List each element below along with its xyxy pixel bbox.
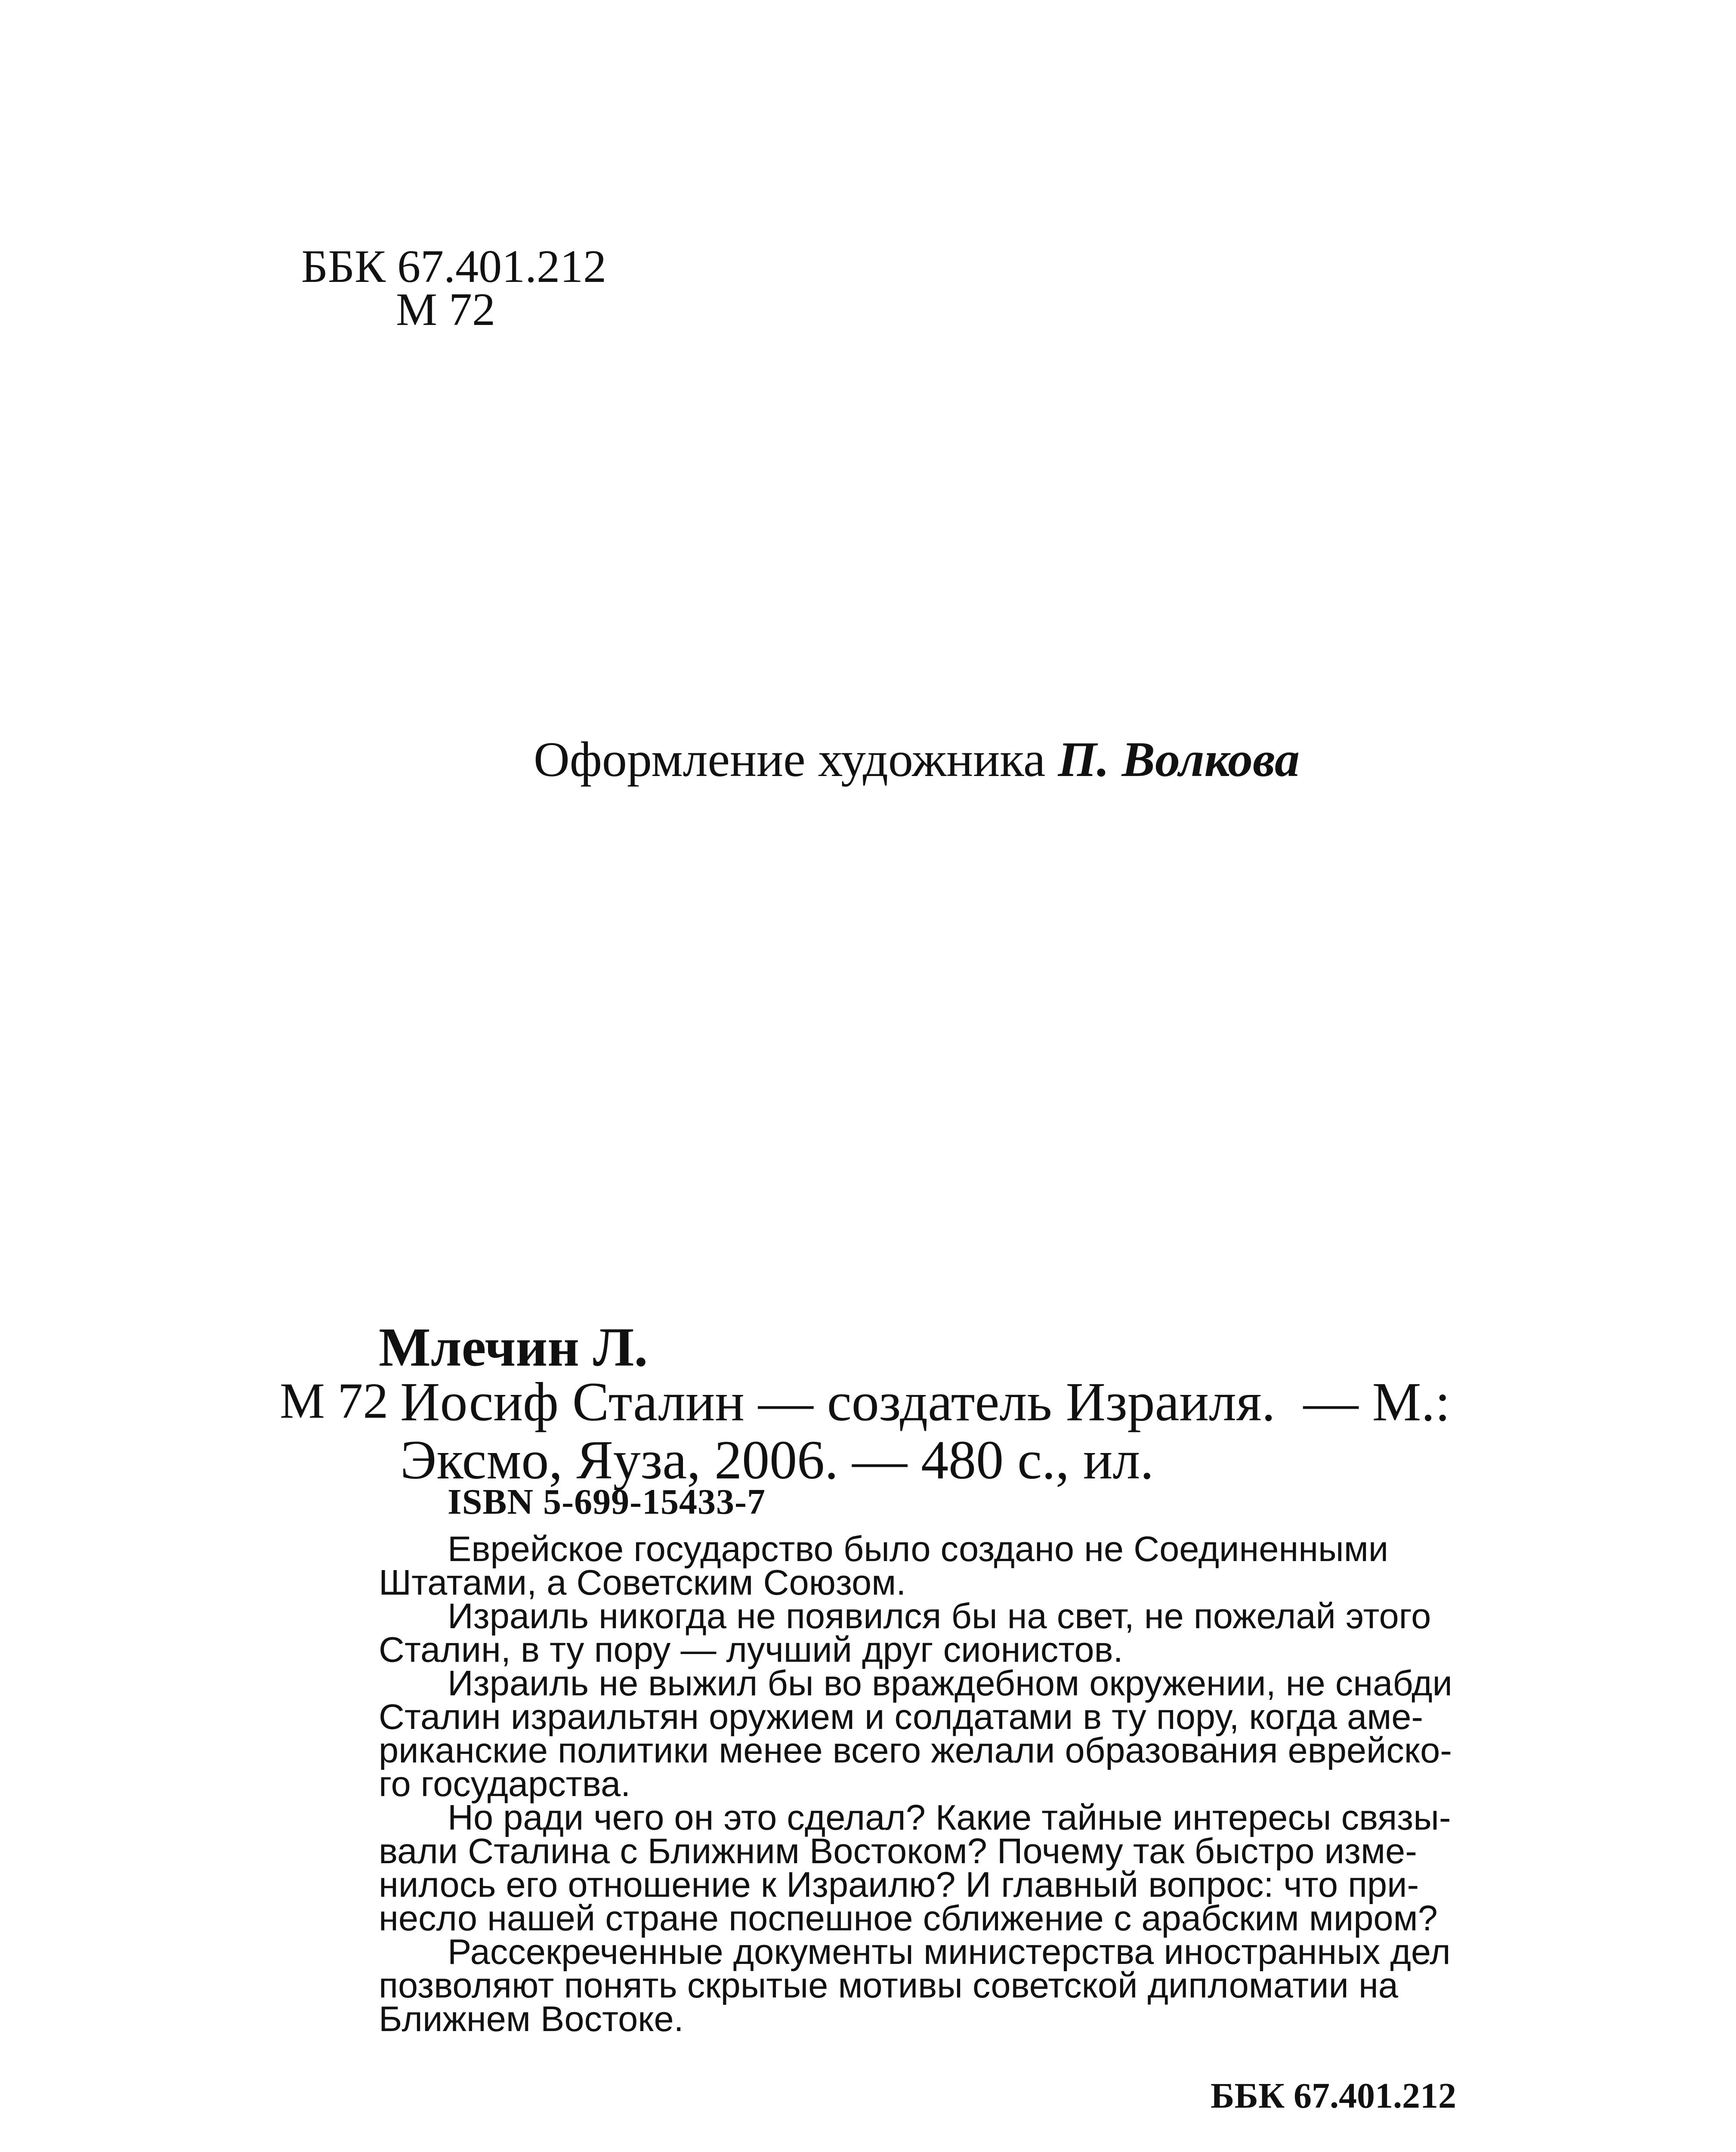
annotation-line: риканские политики менее всего желали образования еврейско- bbox=[379, 1730, 1452, 1770]
annotation-line: Еврейское государство было создано не Соединенными bbox=[448, 1529, 1389, 1569]
annotation-line: Сталин, в ту пору — лучший друг сионистов. bbox=[379, 1629, 1123, 1670]
annotation-line: вали Сталина с Ближним Востоком? Почему так быстро изме- bbox=[379, 1831, 1417, 1871]
card-author-mark: М 72 bbox=[280, 1373, 389, 1429]
annotation-line: Израиль не выжил бы во враждебном окружении, не снабди bbox=[448, 1663, 1452, 1703]
annotation-line: Рассекреченные документы министерства иностранных дел bbox=[448, 1932, 1451, 1972]
bbk-classification: ББК 67.401.212 bbox=[301, 241, 607, 292]
card-author: Млечин Л. bbox=[379, 1317, 648, 1378]
annotation-line: Израиль никогда не появился бы на свет, не пожелай этого bbox=[448, 1596, 1431, 1636]
annotation-line: го государства. bbox=[379, 1764, 631, 1804]
bbk-classification-bottom: ББК 67.401.212 bbox=[1211, 2076, 1456, 2116]
annotation-line: позволяют понять скрытые мотивы советской дипломатии на bbox=[379, 1965, 1398, 2005]
annotation-line: Сталин израильтян оружием и солдатами в ту пору, когда аме- bbox=[379, 1697, 1424, 1737]
designer-name: П. Волкова bbox=[1058, 732, 1300, 787]
annotation-line: нилось его отношение к Израилю? И главный вопрос: что при- bbox=[379, 1864, 1419, 1905]
annotation-line: Но ради чего он это сделал? Какие тайные интересы связы- bbox=[448, 1797, 1451, 1837]
designer-label: Оформление художника bbox=[534, 732, 1046, 787]
annotation-line: Ближнем Востоке. bbox=[379, 1999, 684, 2039]
author-mark: М 72 bbox=[396, 284, 496, 335]
book-title: Иосиф Сталин — создатель Израиля. bbox=[400, 1371, 1276, 1432]
annotation-line: несло нашей стране поспешное сближение с арабским миром? bbox=[379, 1898, 1438, 1938]
bibliographic-description bbox=[400, 1373, 1450, 1489]
publication-details: Эксмо, Яуза, 2006. — 480 с., ил. bbox=[400, 1429, 1154, 1490]
book-annotation bbox=[379, 1529, 1459, 2039]
card-isbn: ISBN 5-699-15433-7 bbox=[448, 1482, 766, 1522]
publication-place: — М.: bbox=[1303, 1371, 1450, 1432]
annotation-line: Штатами, а Советским Союзом. bbox=[379, 1562, 906, 1602]
designer-credit bbox=[534, 732, 1300, 788]
